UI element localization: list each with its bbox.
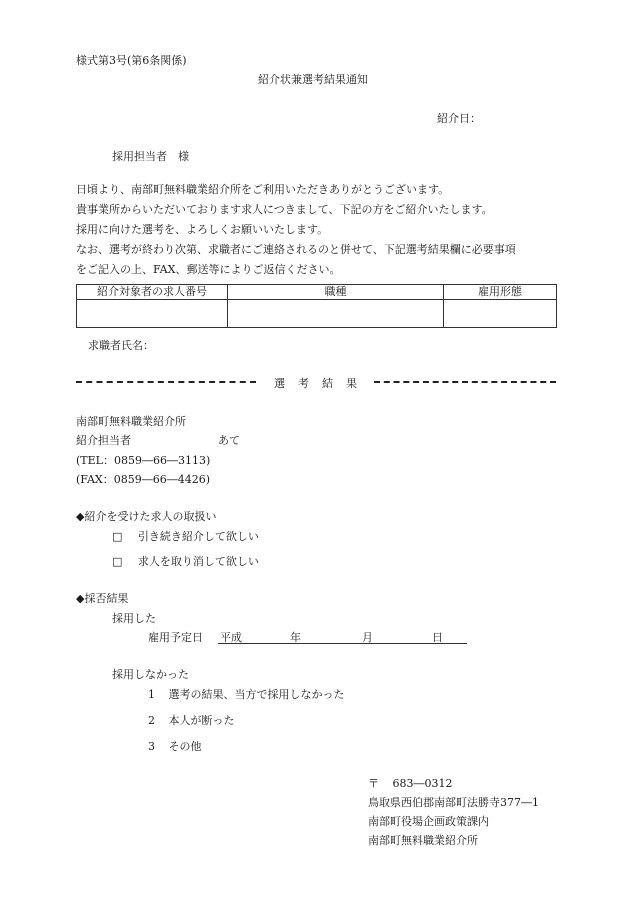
postal-mark: 〒 [368,777,379,790]
contact-office: 南部町無料職業紹介所 [76,415,186,428]
reason-item [148,712,235,728]
body-line: なお、選考が終わり次第、求職者にご連絡されるのと併せて、下記選考結果欄に必要事項 [76,243,516,256]
checkbox-icon[interactable]: □ [112,555,123,568]
right-dashed-divider [374,381,556,383]
reason-text: 本人が断った [168,714,235,727]
results-heading: 選考結果 [274,377,370,390]
reason-number: 3 [148,740,155,753]
hire-date-field[interactable] [218,629,467,644]
handling-option-continue[interactable] [112,528,259,544]
form-number: 様式第3号(第6条関係) [76,54,187,67]
body-line: をご記入の上、FAX、郵送等によりご返信ください。 [76,263,341,276]
page-title: 紹介状兼選考結果通知 [258,73,368,86]
body-text [76,180,516,280]
employment-type-cell[interactable] [444,300,557,328]
hire-date-year: 年 [290,631,301,644]
reason-text: 選考の結果、当方で採用しなかった [168,688,345,701]
option-label: 求人を取り消して欲しい [137,555,259,568]
reason-number: 2 [148,714,155,727]
body-line: 採用に向けた選考を、よろしくお願いいたします。 [76,223,329,236]
job-number-cell[interactable] [77,300,228,328]
reason-number: 1 [148,688,155,701]
job-seeker-label: 求職者氏名： [88,339,154,352]
reason-text: その他 [168,740,202,753]
hire-date-era: 平成 [220,631,242,644]
table-row [77,300,557,328]
contact-tel: (TEL：0859―66―3113) [76,454,211,467]
reason-item [148,686,345,702]
recipient: 採用担当者 様 [112,150,189,163]
option-label: 引き続き紹介して欲しい [137,530,259,543]
job-type-cell[interactable] [228,300,444,328]
footer-address: 鳥取県西伯郡南部町法勝寺377―1 [368,796,539,809]
decision-heading: ◆採否結果 [76,592,129,605]
hire-date-month: 月 [362,631,373,644]
not-hired-label: 採用しなかった [112,668,189,681]
body-line: 貴事業所からいただいております求人につきまして、下記の方をご紹介いたします。 [76,203,493,216]
postal-code: 683―0312 [392,777,453,790]
column-header: 紹介対象者の求人番号 [77,285,228,300]
handling-heading: ◆紹介を受けた求人の取扱い [76,510,217,523]
table-header-row [77,285,557,300]
checkbox-icon[interactable]: □ [112,530,123,543]
contact-person-label: 紹介担当者 [76,434,131,447]
column-header: 職種 [228,285,444,300]
column-header: 雇用形態 [444,285,557,300]
footer-department: 南部町役場企画政策課内 [368,815,489,828]
handling-option-cancel[interactable] [112,553,259,569]
footer-postal [368,775,453,791]
body-line: 日頃より、南部町無料職業紹介所をご利用いただきありがとうございます。 [76,183,450,196]
hire-date-day: 日 [432,631,443,644]
contact-to: あて [218,434,240,447]
footer-office: 南部町無料職業紹介所 [368,834,478,847]
job-table [76,284,557,328]
referral-date-label: 紹介日： [437,112,481,125]
left-dashed-divider [76,381,256,383]
hired-label: 採用した [112,612,156,625]
reason-item [148,738,202,754]
hire-date-label: 雇用予定日 [148,631,203,644]
contact-fax: (FAX：0859―66―4426) [76,473,211,486]
